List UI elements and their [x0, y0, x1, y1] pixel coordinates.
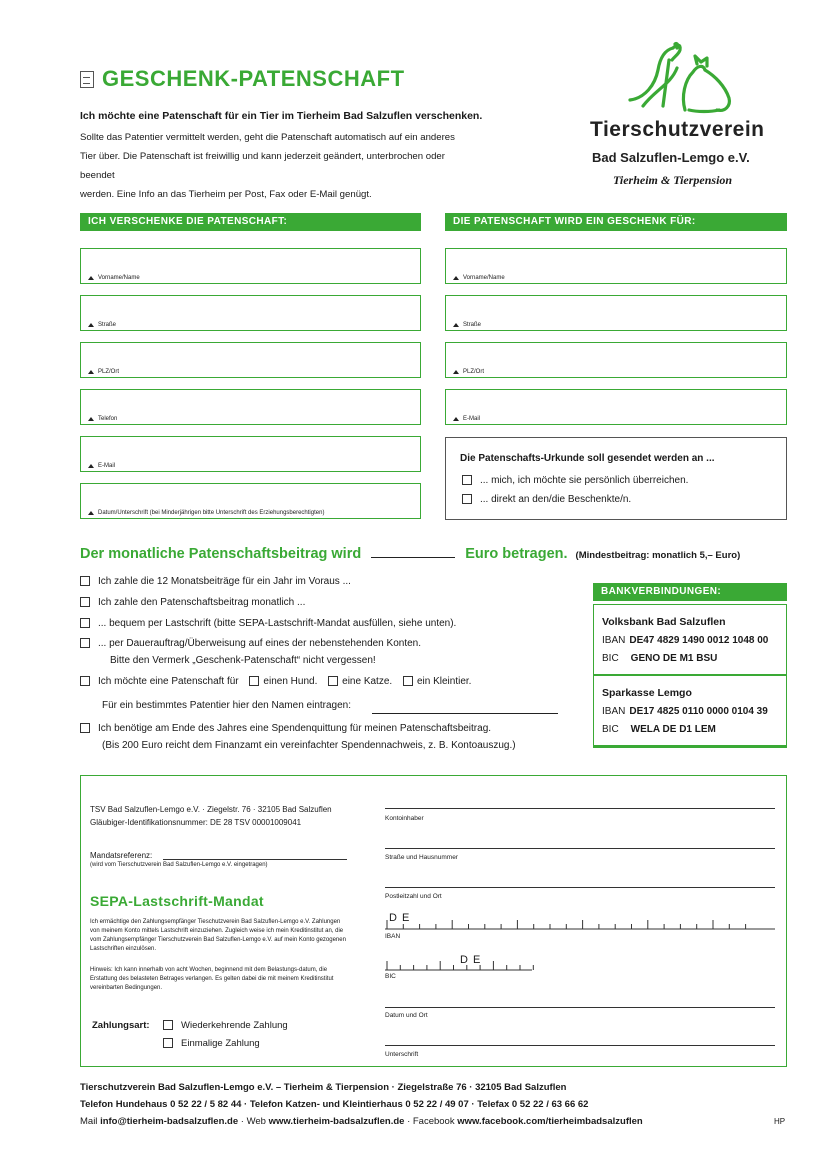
option-debit[interactable]: ... bequem per Lastschrift (bitte SEPA-Lastschrift-Mandat ausfüllen, siehe unten).: [80, 618, 456, 629]
mail-link[interactable]: info@tierheim-badsalzuflen.de: [100, 1116, 239, 1127]
checkbox-small-animal[interactable]: [403, 676, 413, 686]
document-icon: [80, 71, 94, 88]
holder-input[interactable]: [385, 808, 775, 809]
amount-input[interactable]: [371, 556, 455, 558]
receipt-note: (Bis 200 Euro reicht dem Finanzamt ein vereinfachter Spendennachweis, z. B. Kontoauszug.): [102, 740, 516, 751]
checkbox[interactable]: [80, 676, 90, 686]
certificate-box: Die Patenschafts-Urkunde soll gesendet werden an ... ... mich, ich möchte sie persönlich überreichen. ... direkt an den/die Beschenkte/n.: [445, 437, 787, 520]
date-input[interactable]: [385, 1007, 775, 1008]
certificate-option-recipient[interactable]: ... direkt an den/die Beschenkte/n.: [462, 494, 631, 505]
checkbox[interactable]: [163, 1020, 173, 1030]
signature-input[interactable]: [385, 1045, 775, 1046]
recipient-street-field[interactable]: Straße: [445, 295, 787, 331]
bic-prefix: D E: [460, 954, 482, 966]
giver-heading: ICH VERSCHENKE DIE PATENSCHAFT:: [80, 213, 421, 231]
giver-city-field[interactable]: PLZ/Ort: [80, 342, 421, 378]
web-link[interactable]: www.tierheim-badsalzuflen.de: [268, 1116, 405, 1127]
intro-bold: Ich möchte eine Patenschaft für ein Tier im Tierheim Bad Salzuflen verschenken.: [80, 110, 483, 122]
iban-input[interactable]: [385, 912, 777, 932]
option-annual[interactable]: Ich zahle die 12 Monatsbeiträge für ein Jahr im Voraus ...: [80, 576, 351, 587]
city-input[interactable]: [385, 887, 775, 888]
page-title: GESCHENK-PATENSCHAFT: [80, 66, 405, 92]
checkbox[interactable]: [163, 1038, 173, 1048]
bank-volksbank: Volksbank Bad Salzuflen IBAN DE47 4829 1490 0012 1048 00 BIC GENO DE M1 BSU: [593, 604, 787, 675]
option-monthly[interactable]: Ich zahle den Patenschaftsbeitrag monatlich ...: [80, 597, 305, 608]
recipient-heading: DIE PATENSCHAFT WIRD EIN GESCHENK FÜR:: [445, 213, 787, 231]
giver-signature-field[interactable]: Datum/Unterschrift (bei Minderjährigen bitte Unterschrift des Erziehungsberechtigten): [80, 483, 421, 519]
checkbox[interactable]: [80, 723, 90, 733]
giver-phone-field[interactable]: Telefon: [80, 389, 421, 425]
sepa-note-text: Hinweis: Ich kann innerhalb von acht Wochen, beginnend mit dem Belastungs-datum, die Erstattung des belasteten Betrages verlangen. Es gelten dabei die mit meinem Kreditinstitut vereinbarten Bedingungen.: [90, 967, 334, 991]
sepa-auth-text: Ich ermächtige den Zahlungsempfänger Tieschutzverein Bad Salzuflen-Lemgo e.V. Zahlungen von meinem Konto mittels Lastschrift einzuziehen. Zugleich weise ich mein Kreditinstitut an, die vom Zahlungsempfänger Tierschutzverein Bad Salzuflen-Lemgo e.V. auf mein Konto gezogenen Lastschriften einzulösen.: [90, 919, 346, 952]
giver-email-field[interactable]: E-Mail: [80, 436, 421, 472]
recipient-city-field[interactable]: PLZ/Ort: [445, 342, 787, 378]
form-code: HP: [774, 1117, 786, 1126]
checkbox-cat[interactable]: [328, 676, 338, 686]
payment-label: Zahlungsart:: [92, 1020, 150, 1031]
creditor-info: TSV Bad Salzuflen-Lemgo e.V. · Ziegelstr. 76 · 32105 Bad Salzuflen Gläubiger-Identifikationsnummer: DE 28 TSV 00001009041: [90, 805, 332, 827]
footer-address: Tierschutzverein Bad Salzuflen-Lemgo e.V. – Tierheim & Tierpension · Ziegelstraße 76 · 32105 Bad Salzuflen: [80, 1082, 567, 1093]
dog-cat-logo-icon: [625, 40, 735, 116]
bank-heading: BANKVERBINDUNGEN:: [593, 583, 787, 601]
checkbox[interactable]: [80, 638, 90, 648]
checkbox[interactable]: [80, 597, 90, 607]
footer-contact: Mail info@tierheim-badsalzuflen.de · Web www.tierheim-badsalzuflen.de · Facebook www.facebook.com/tierheimbadsalzuflen: [80, 1116, 643, 1127]
recipient-email-field[interactable]: E-Mail: [445, 389, 787, 425]
payment-recurring[interactable]: Wiederkehrende Zahlung: [163, 1020, 288, 1031]
intro-text: Sollte das Patentier vermittelt werden, geht die Patenschaft automatisch auf ein anderes Tier über. Die Patenschaft ist freiwillig und kann jederzeit geändert, unterbrochen oder beendet werden. Eine Info an das Tierheim per Post, Fax oder E-Mail genügt.: [80, 132, 455, 200]
checkbox-dog[interactable]: [249, 676, 259, 686]
footer-phone: Telefon Hundehaus 0 52 22 / 5 82 44 · Telefon Katzen- und Kleintierhaus 0 52 22 / 49 07 · Telefax 0 52 22 / 63 66 62: [80, 1099, 589, 1110]
option-receipt[interactable]: Ich benötige am Ende des Jahres eine Spendenquittung für meinen Patenschaftsbeitrag.: [80, 723, 491, 734]
logo-tagline: Tierheim & Tierpension: [613, 173, 733, 187]
option-transfer[interactable]: ... per Dauerauftrag/Überweisung auf eines der nebenstehenden Konten.: [80, 638, 421, 649]
transfer-note: Bitte den Vermerk „Geschenk-Patenschaft“ nicht vergessen!: [110, 655, 376, 666]
logo-sub: Bad Salzuflen-Lemgo e.V.: [592, 150, 750, 165]
giver-name-field[interactable]: Vorname/Name: [80, 248, 421, 284]
checkbox[interactable]: [80, 576, 90, 586]
certificate-option-self[interactable]: ... mich, ich möchte sie persönlich überreichen.: [462, 475, 688, 486]
specific-animal-input[interactable]: [372, 713, 558, 714]
checkbox[interactable]: [462, 494, 472, 504]
option-animal: Ich möchte eine Patenschaft für einen Hund. eine Katze. ein Kleintier.: [80, 676, 471, 687]
checkbox[interactable]: [462, 475, 472, 485]
facebook-link[interactable]: www.facebook.com/tierheimbadsalzuflen: [457, 1116, 643, 1127]
sepa-title: SEPA-Lastschrift-Mandat: [90, 893, 264, 909]
mandate-ref-note: (wird vom Tierschutzverein Bad Salzuflen-Lemgo e.V. eingetragen): [90, 862, 268, 868]
specific-animal-label: Für ein bestimmtes Patentier hier den Namen eintragen:: [102, 700, 352, 711]
mandate-ref-input[interactable]: [163, 859, 347, 860]
logo-name: Tierschutzverein: [590, 118, 765, 141]
amount-line: Der monatliche Patenschaftsbeitrag wird Euro betragen. (Mindestbeitrag: monatlich 5,– Euro): [80, 546, 741, 562]
checkbox[interactable]: [80, 618, 90, 628]
recipient-name-field[interactable]: Vorname/Name: [445, 248, 787, 284]
iban-prefix: D E: [389, 912, 411, 924]
street-input[interactable]: [385, 848, 775, 849]
payment-once[interactable]: Einmalige Zahlung: [163, 1038, 260, 1049]
mandate-ref-label: Mandatsreferenz:: [90, 851, 153, 860]
giver-street-field[interactable]: Straße: [80, 295, 421, 331]
bank-sparkasse: Sparkasse Lemgo IBAN DE17 4825 0110 0000 0104 39 BIC WELA DE D1 LEM: [593, 675, 787, 748]
